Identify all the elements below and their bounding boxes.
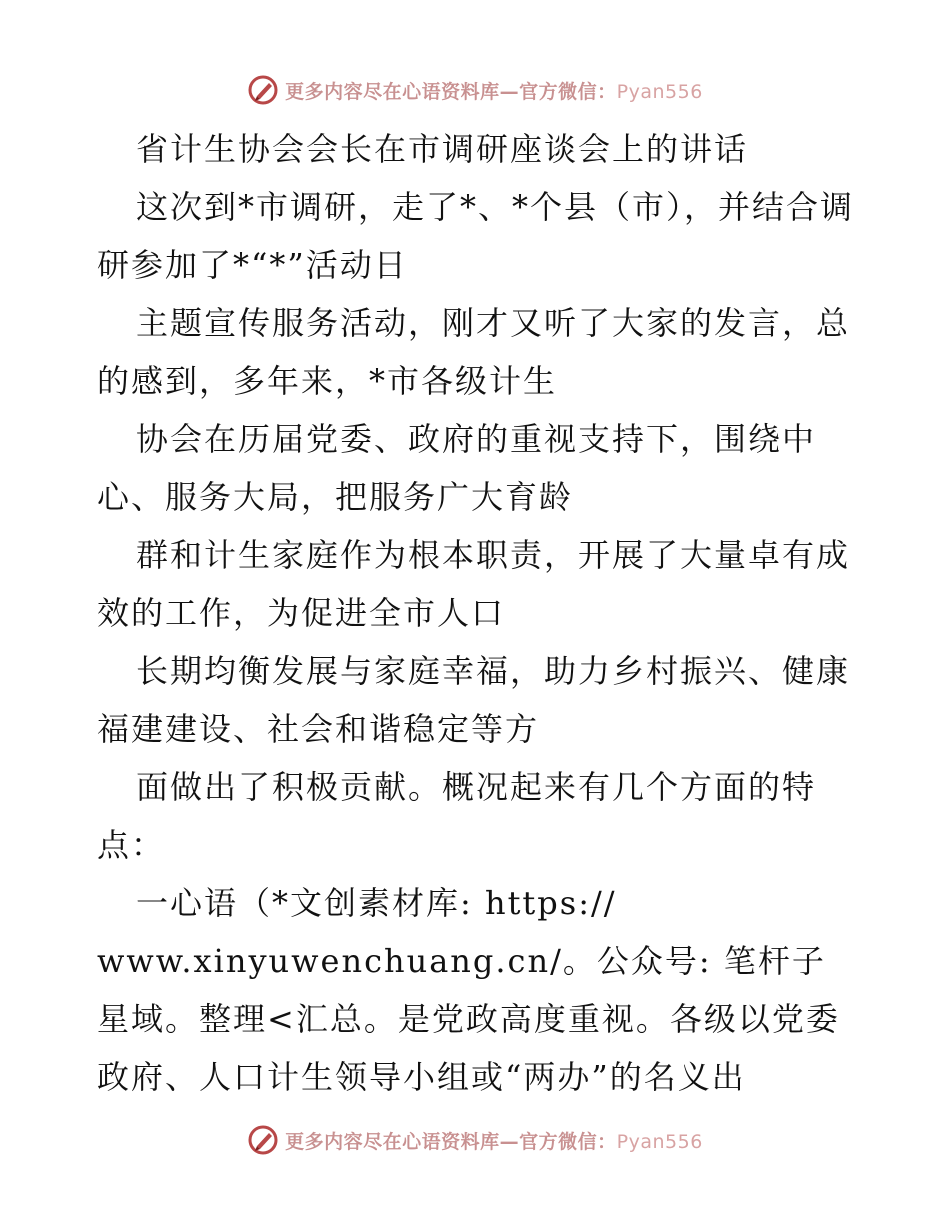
paragraph-3: 协会在历届党委、政府的重视支持下，围绕中心、服务大局，把服务广大育龄 — [97, 420, 817, 516]
document-title: 省计生协会会长在市调研座谈会上的讲话 — [136, 130, 749, 168]
document-body — [97, 120, 857, 1106]
paragraph-5: 长期均衡发展与家庭幸福，助力乡村振兴、健康福建建设、社会和谐稳定等方 — [97, 652, 851, 748]
paragraph-6: 面做出了积极贡献。概况起来有几个方面的特点： — [97, 768, 817, 864]
pen-logo-icon — [247, 74, 279, 106]
header-watermark-text: 更多内容尽在心语资料库—官方微信：Pyan556 — [285, 80, 703, 103]
paragraph-1: 这次到*市调研，走了*、*个县（市），并结合调研参加了*“*”活动日 — [97, 188, 855, 284]
paragraph-7: 一心语（*文创素材库: https:// — [136, 884, 617, 922]
header-watermark-banner — [0, 70, 950, 110]
paragraph-8: www.xinyuwenchuang.cn/。公众号: 笔杆子星域。整理<汇总。是党政高度重视。各级以党委政府、人口计生领导小组或“两办”的名义出 — [97, 942, 840, 1096]
footer-watermark-text: 更多内容尽在心语资料库—官方微信：Pyan556 — [285, 1130, 703, 1153]
footer-watermark-banner — [0, 1120, 950, 1160]
header-watermark-id: Pyan556 — [616, 80, 703, 103]
paragraph-2: 主题宣传服务活动，刚才又听了大家的发言，总的感到，多年来，*市各级计生 — [97, 304, 851, 400]
footer-watermark-id: Pyan556 — [616, 1130, 703, 1153]
pen-logo-icon — [247, 1124, 279, 1156]
paragraph-4: 群和计生家庭作为根本职责，开展了大量卓有成效的工作，为促进全市人口 — [97, 536, 851, 632]
